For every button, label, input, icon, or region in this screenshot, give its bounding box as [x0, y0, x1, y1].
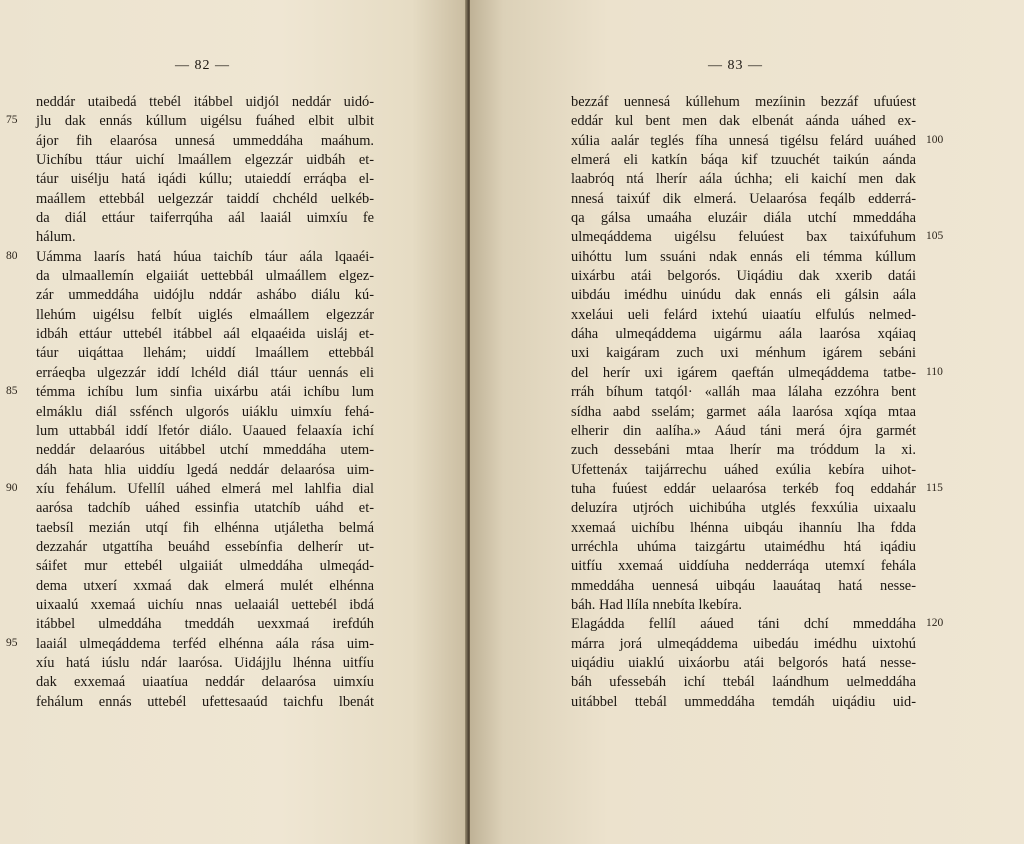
text-line: jlu dak ennás kúllum uigélsu fuáhed elbit ulbit: [36, 113, 374, 130]
text-line: da ulmaallemín elgaiiát uettebbál ulmaállem elgez-: [36, 268, 374, 285]
text-line: laabróq ntá lherír aála úchha; eli kaichí men dak: [571, 171, 916, 188]
text-line: deluzíra utjróch uichibúha utglés fexxúlia uixaalu: [571, 500, 916, 517]
text-line: uitábbel ttebál ummeddáha temdáh uiqádiu uid-: [571, 693, 916, 710]
text-line: idbáh ettáur uttebél itábbel aál elqaaéida uisláj et-: [36, 326, 374, 343]
text-line: uixaalú xxemaá uichíu nnas uelaaiál uettebél ibdá: [36, 596, 374, 613]
text-line: xxeláui ueli felárd ixtehú uiaatíu elfulús nelmed-: [571, 306, 916, 323]
line-number: 120: [926, 617, 944, 630]
text-line: uiqádiu uiaklú uixáorbu atái belgorós hatá nesse-: [571, 654, 916, 671]
text-line: neddár utaibedá ttebél itábbel uidjól neddár uidó-: [36, 94, 374, 110]
text-line: Elagádda fellíl aáued táni dchí mmeddáha: [571, 616, 916, 633]
text-line: taebsíl mezián utqí fih elhénna utjáletha belmá: [36, 519, 374, 536]
text-line: tuha fuúest eddár uelaarósa terkéb foq eddahár: [571, 480, 916, 497]
text-line: dak exxemaá uiaatíua neddár delaarósa uimxíu: [36, 674, 374, 691]
text-line: báh. Had llíla nnebíta lkebíra.: [571, 596, 743, 613]
text-line: da diál ettáur taiferrqúha aál laaiál uimxíu fe: [36, 210, 374, 227]
text-line: zár ummeddáha uidójlu nddár ashábo diálu kú-: [36, 287, 374, 304]
right-page-text: [571, 93, 916, 712]
line-number: 90: [6, 482, 18, 494]
text-line: dema utxerí xxmaá dak elmerá mulét elhénna: [36, 577, 374, 594]
text-line: témma ichíbu lum sinfia uixárbu atái ichíbu lum: [36, 384, 374, 401]
line-number: 80: [6, 249, 18, 262]
page-number-right: — 83 —: [708, 58, 763, 73]
text-line: aarósa tadchíb uáhed essinfia utatchíb uáhd et-: [36, 500, 374, 517]
left-page-text: [36, 93, 374, 712]
text-line: maállem ettebbál uelgezzár taiddí chchéld uelkéb-: [36, 190, 374, 207]
text-line: Ufettenáx taijárrechu uáhed exúlia kebíra uihot-: [571, 461, 916, 478]
text-line: ájor fih elaarósa unnesá ummeddáha maáhum.: [36, 132, 374, 149]
line-number: 115: [926, 482, 943, 494]
text-line: qa gálsa umaáha eluzáir diála utchí mmeddáha: [571, 210, 916, 227]
text-line: dezzahár utgattíha beuáhd essebínfia delherír ut-: [36, 538, 374, 555]
text-line: xíu fehálum. Ufellíl uáhed elmerá mel lahlfia dial: [36, 480, 374, 497]
text-line: dáha ulmeqáddema uigármu aála laarósa xqáiaq: [571, 326, 916, 343]
text-line: laaiál ulmeqáddema terféd elhénna aála rása uim-: [36, 635, 374, 652]
text-line: Uámma laarís hatá húua taichíb táur aála lqaaéi-: [36, 248, 374, 265]
text-line: itábbel ulmeddáha tmeddáh uexxmaá irefdúh: [36, 616, 374, 633]
text-line: táur uiqáttaa llehám; uiddí lmaállem ettebbál: [36, 345, 374, 362]
line-number: 75: [6, 114, 18, 127]
text-line: sáifet mur ettebél ulgaiiát ulmeddáha ulmeqád-: [36, 558, 374, 575]
text-line: Uichíbu ttáur uichí lmaállem elgezzár uidbáh et-: [36, 152, 374, 169]
text-line: uixárbu atái belgorós. Uiqádiu dak xxerib datái: [571, 268, 916, 285]
text-line: elmáklu diál ssfénch ulgorós uiáklu uimxíu fehá-: [36, 403, 374, 420]
text-line: eddár kul bent men dak elbenát aánda uáhed ex-: [571, 113, 916, 130]
text-line: neddár delaaróus uitábbel utchí mmeddáha utem-: [36, 442, 374, 459]
text-line: uxi kaigáram zuch uxi ménhum igárem sebáni: [571, 345, 916, 362]
text-line: táur uisélju hatá iqádi kúllu; utaieddí erráqba el-: [36, 171, 374, 188]
text-line: zuch dessebáni mtaa lherír ma tróddum la xi.: [571, 442, 916, 459]
text-line: fehálum ennás uttebél ufettesaaúd taichfu lbenát: [36, 693, 374, 710]
text-line: dáh hata hlia uiddíu lgedá neddár delaarósa uim-: [36, 461, 374, 478]
line-number: 95: [6, 636, 18, 649]
text-line: erráeqba ulgezzár iddí lchéld diál ttáur uennás eli: [36, 364, 374, 381]
text-line: elmerá eli katkín báqa kif tzuuchét taikún aánda: [571, 152, 916, 169]
text-line: xxemaá uichíbu lhénna uibqáu ihanníu lha fdda: [571, 519, 916, 536]
line-number: 100: [926, 133, 944, 146]
line-number: 110: [926, 365, 943, 378]
page-number-left: — 82 —: [175, 58, 230, 73]
text-line: nnesá taixúf dik elmerá. Uelaarósa feqálb edderrá-: [571, 190, 916, 207]
line-number: 105: [926, 230, 944, 243]
text-line: bezzáf uennesá kúllehum mezíinin bezzáf ufuúest: [571, 94, 916, 110]
line-number: 85: [6, 385, 18, 398]
text-line: sídha aabd sselám; garmet aála laarósa xqíqa mtaa: [571, 403, 916, 420]
text-line: llehúm uigélsu felbít uiglés elmaállem elgezzár: [36, 306, 374, 323]
text-line: del herír uxi igárem qaeftán ulmeqáddema tatbe-: [571, 364, 916, 381]
text-line: hálum.: [36, 229, 76, 246]
text-line: báh ufessebáh ichí ttebál laándhum uelmeddáha: [571, 674, 916, 691]
text-line: uitfíu xxemaá uiddíuha nedderráqa utemxí fehála: [571, 558, 916, 575]
left-page: [0, 0, 468, 844]
text-line: lum uttabbál iddí lfetór diálo. Uaaued felaaxía ichí: [36, 422, 374, 439]
text-line: xúlia aalár teglés fíha unnesá tigélsu felárd uuáhed: [571, 132, 916, 149]
text-line: ulmeqáddema uigélsu feluúest bax taixúfuhum: [571, 229, 916, 246]
text-line: mmeddáha uennesá uibqáu laauátaq hatá nesse-: [571, 577, 916, 594]
text-line: márra jorá ulmeqáddema uibedáu imédhu uixtohú: [571, 635, 916, 652]
text-line: urréchla uhúma taizgártu utaimédhu htá iqádiu: [571, 538, 916, 555]
text-line: uibdáu imédhu uinúdu dak ennás eli gálsin aála: [571, 287, 916, 304]
text-line: uihóttu lum ssuáni ndak ennás eli témma kúllum: [571, 248, 916, 265]
text-line: elherir din aalíha.» Aáud táni merá ójra garmét: [571, 422, 916, 439]
right-page: [470, 0, 1024, 844]
text-line: xíu hatá iúslu ndár laarósa. Uidájjlu lhénna uitfíu: [36, 654, 374, 671]
text-line: rráh bíhum tatqól· «alláh maa lálaha ezzóhra bent: [571, 384, 916, 401]
